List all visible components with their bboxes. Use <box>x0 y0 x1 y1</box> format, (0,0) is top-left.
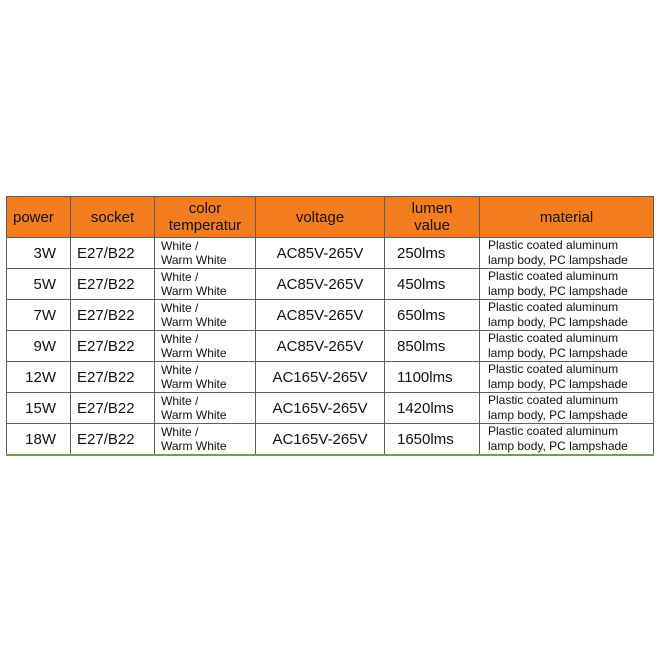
cell-material <box>480 238 654 269</box>
cell-material-line2: lamp body, PC lampshade <box>488 346 628 360</box>
cell-socket: E27/B22 <box>71 300 155 331</box>
cell-color-line1: White / <box>161 332 199 346</box>
cell-material <box>480 362 654 393</box>
cell-color-line2: Warm White <box>161 315 227 329</box>
cell-material-line2: lamp body, PC lampshade <box>488 439 628 453</box>
cell-power: 9W <box>7 331 71 362</box>
cell-color-temperature <box>155 424 256 456</box>
header-color-temperature <box>155 197 256 238</box>
table-row <box>7 300 654 331</box>
cell-color-line2: Warm White <box>161 408 227 422</box>
cell-material-line1: Plastic coated aluminum <box>488 331 619 345</box>
table-row <box>7 269 654 300</box>
table-row <box>7 238 654 269</box>
cell-power: 12W <box>7 362 71 393</box>
cell-material-line2: lamp body, PC lampshade <box>488 253 628 267</box>
cell-lumen-value: 450lms <box>385 269 480 300</box>
header-socket: socket <box>71 197 155 238</box>
cell-color-temperature <box>155 300 256 331</box>
header-lumen-line1: lumen <box>411 200 453 217</box>
header-power: power <box>7 197 71 238</box>
header-lumen-line2: value <box>414 217 450 234</box>
cell-voltage: AC85V-265V <box>256 269 385 300</box>
cell-voltage: AC85V-265V <box>256 331 385 362</box>
cell-material <box>480 331 654 362</box>
cell-color-temperature <box>155 238 256 269</box>
cell-lumen-value: 250lms <box>385 238 480 269</box>
cell-color-line1: White / <box>161 239 199 253</box>
cell-color-temperature <box>155 393 256 424</box>
table-row <box>7 331 654 362</box>
cell-color-temperature <box>155 269 256 300</box>
cell-material-line1: Plastic coated aluminum <box>488 362 619 376</box>
cell-material <box>480 424 654 456</box>
cell-socket: E27/B22 <box>71 238 155 269</box>
table-header-row <box>7 197 654 238</box>
cell-power: 7W <box>7 300 71 331</box>
cell-material-line1: Plastic coated aluminum <box>488 238 619 252</box>
cell-power: 15W <box>7 393 71 424</box>
cell-lumen-value: 1100lms <box>385 362 480 393</box>
cell-material-line2: lamp body, PC lampshade <box>488 408 628 422</box>
cell-material-line2: lamp body, PC lampshade <box>488 315 628 329</box>
cell-power: 5W <box>7 269 71 300</box>
cell-color-line2: Warm White <box>161 439 227 453</box>
cell-material-line1: Plastic coated aluminum <box>488 300 619 314</box>
header-material: material <box>480 197 654 238</box>
cell-power: 3W <box>7 238 71 269</box>
cell-color-line1: White / <box>161 394 199 408</box>
cell-voltage: AC165V-265V <box>256 424 385 456</box>
cell-color-temperature <box>155 362 256 393</box>
cell-color-line2: Warm White <box>161 253 227 267</box>
cell-color-line1: White / <box>161 270 199 284</box>
cell-voltage: AC165V-265V <box>256 362 385 393</box>
cell-material-line2: lamp body, PC lampshade <box>488 284 628 298</box>
table-row <box>7 424 654 456</box>
header-color-line1: color <box>188 200 222 217</box>
cell-socket: E27/B22 <box>71 424 155 456</box>
cell-color-line2: Warm White <box>161 346 227 360</box>
cell-color-line2: Warm White <box>161 377 227 391</box>
cell-socket: E27/B22 <box>71 393 155 424</box>
header-voltage: voltage <box>256 197 385 238</box>
cell-color-temperature <box>155 331 256 362</box>
cell-material-line1: Plastic coated aluminum <box>488 393 619 407</box>
cell-color-line2: Warm White <box>161 284 227 298</box>
cell-material-line1: Plastic coated aluminum <box>488 269 619 283</box>
table-row <box>7 393 654 424</box>
cell-voltage: AC165V-265V <box>256 393 385 424</box>
cell-voltage: AC85V-265V <box>256 238 385 269</box>
cell-material <box>480 393 654 424</box>
table-row <box>7 362 654 393</box>
cell-lumen-value: 1650lms <box>385 424 480 456</box>
cell-lumen-value: 1420lms <box>385 393 480 424</box>
cell-material-line1: Plastic coated aluminum <box>488 424 619 438</box>
header-lumen-value <box>385 197 480 238</box>
cell-color-line1: White / <box>161 363 199 377</box>
cell-material <box>480 269 654 300</box>
cell-power: 18W <box>7 424 71 456</box>
cell-socket: E27/B22 <box>71 331 155 362</box>
spec-table <box>6 196 654 456</box>
cell-voltage: AC85V-265V <box>256 300 385 331</box>
cell-socket: E27/B22 <box>71 362 155 393</box>
cell-material <box>480 300 654 331</box>
cell-socket: E27/B22 <box>71 269 155 300</box>
cell-color-line1: White / <box>161 425 199 439</box>
header-color-line2: temperatur <box>168 217 242 234</box>
cell-lumen-value: 850lms <box>385 331 480 362</box>
cell-lumen-value: 650lms <box>385 300 480 331</box>
cell-color-line1: White / <box>161 301 199 315</box>
cell-material-line2: lamp body, PC lampshade <box>488 377 628 391</box>
